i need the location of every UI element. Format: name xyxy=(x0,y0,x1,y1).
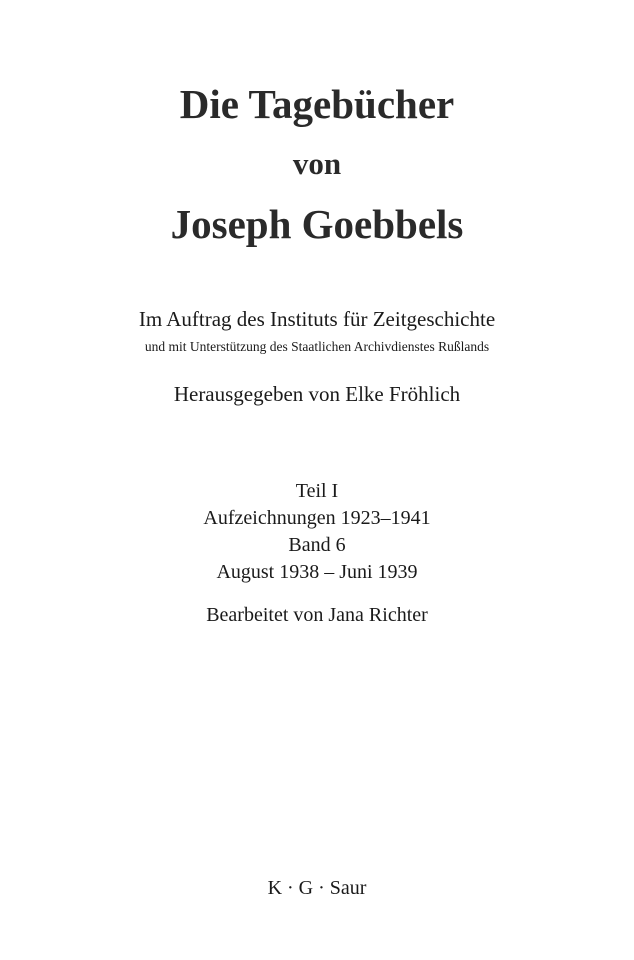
adapted-by-line: Bearbeitet von Jana Richter xyxy=(206,604,428,626)
period-range: August 1938 – Juni 1939 xyxy=(216,561,418,583)
publisher-name: K · G · Saur xyxy=(267,877,367,899)
volume-label: Band 6 xyxy=(288,534,346,556)
commission-line: Im Auftrag des Instituts für Zeitgeschichte xyxy=(138,307,496,331)
title-line-3: Joseph Goebbels xyxy=(170,201,464,247)
records-range: Aufzeichnungen 1923–1941 xyxy=(203,507,431,529)
title-line-2: von xyxy=(292,146,342,181)
support-line: und mit Unterstützung des Staatlichen Archivdienstes Rußlands xyxy=(144,339,490,354)
title-line-1: Die Tagebücher xyxy=(179,81,455,127)
part-label: Teil I xyxy=(295,480,339,502)
editor-line: Herausgegeben von Elke Fröhlich xyxy=(173,382,461,406)
